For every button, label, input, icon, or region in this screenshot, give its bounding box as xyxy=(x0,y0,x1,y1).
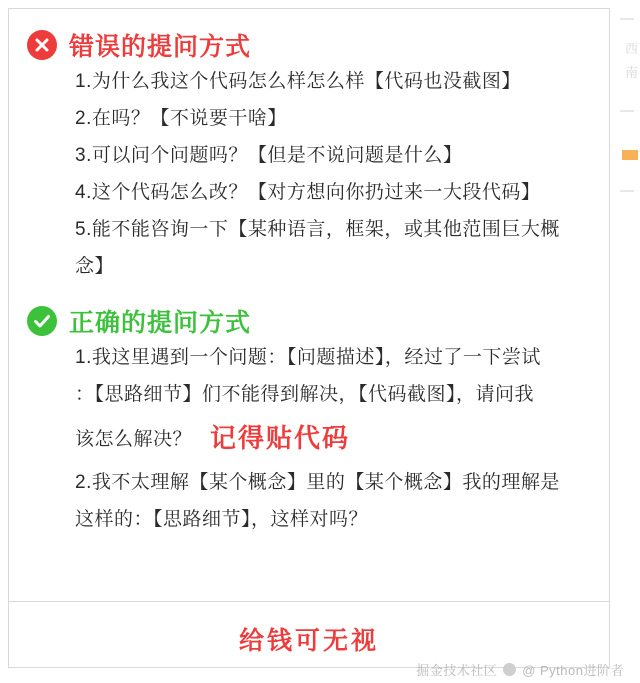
strip-line xyxy=(620,110,634,112)
wrong-item-5-continuation: 念】 xyxy=(75,256,115,278)
right-section-header xyxy=(27,303,591,339)
strip-accent-block xyxy=(622,150,638,160)
remember-paste-code-stamp: 记得贴代码 xyxy=(210,423,351,454)
strip-line xyxy=(620,190,634,192)
right-section-title: 正确的提问方式 xyxy=(69,309,252,338)
error-circle-icon xyxy=(27,30,57,60)
right-item-1: 1.我这里遇到一个问题：【问题描述】，经过了一下尝试 xyxy=(75,347,541,369)
watermark-author: @ Python进阶者 xyxy=(522,663,624,678)
background-page-strip xyxy=(618,0,640,683)
watermark xyxy=(416,660,624,679)
wrong-item-5: 5.能不能咨询一下【某种语言，框架，或其他范围巨大概 xyxy=(75,219,560,241)
right-item-1-continuation-b xyxy=(27,413,591,464)
right-item-2-continuation: 这样的：【思路细节】，这样对吗？ xyxy=(75,509,369,531)
right-item-1-continuation-a: ：【思路细节】们不能得到解决，【代码截图】，请问我 xyxy=(75,384,535,406)
wrong-question-section xyxy=(9,27,609,285)
wrong-section-title: 错误的提问方式 xyxy=(69,33,252,61)
wrong-item-4: 4.这个代码怎么改？【对方想向你扔过来一大段代码】 xyxy=(75,182,541,204)
strip-line xyxy=(620,18,634,20)
check-circle-icon xyxy=(27,306,57,336)
footer-divider xyxy=(9,601,609,602)
watermark-site: 掘金技术社区 xyxy=(416,663,498,678)
right-question-section xyxy=(9,303,609,538)
footer-note: 给钱可无视 xyxy=(238,627,379,655)
content-card xyxy=(8,8,610,668)
wrong-item-3: 3.可以问个问题吗？【但是不说问题是什么】 xyxy=(75,145,463,167)
strip-label-1: 西 xyxy=(624,41,638,56)
wrong-item-2: 2.在吗？【不说要干啥】 xyxy=(75,108,287,130)
wrong-section-header xyxy=(27,27,591,63)
strip-label-2: 南 xyxy=(624,65,638,80)
right-item-2: 2.我不太理解【某个概念】里的【某个概念】我的理解是 xyxy=(75,472,560,494)
wrong-item-1: 1.为什么我这个代码怎么样怎么样【代码也没截图】 xyxy=(75,71,521,92)
right-item-1-tail: 该怎么解决？ xyxy=(75,429,193,451)
avatar xyxy=(503,663,516,676)
